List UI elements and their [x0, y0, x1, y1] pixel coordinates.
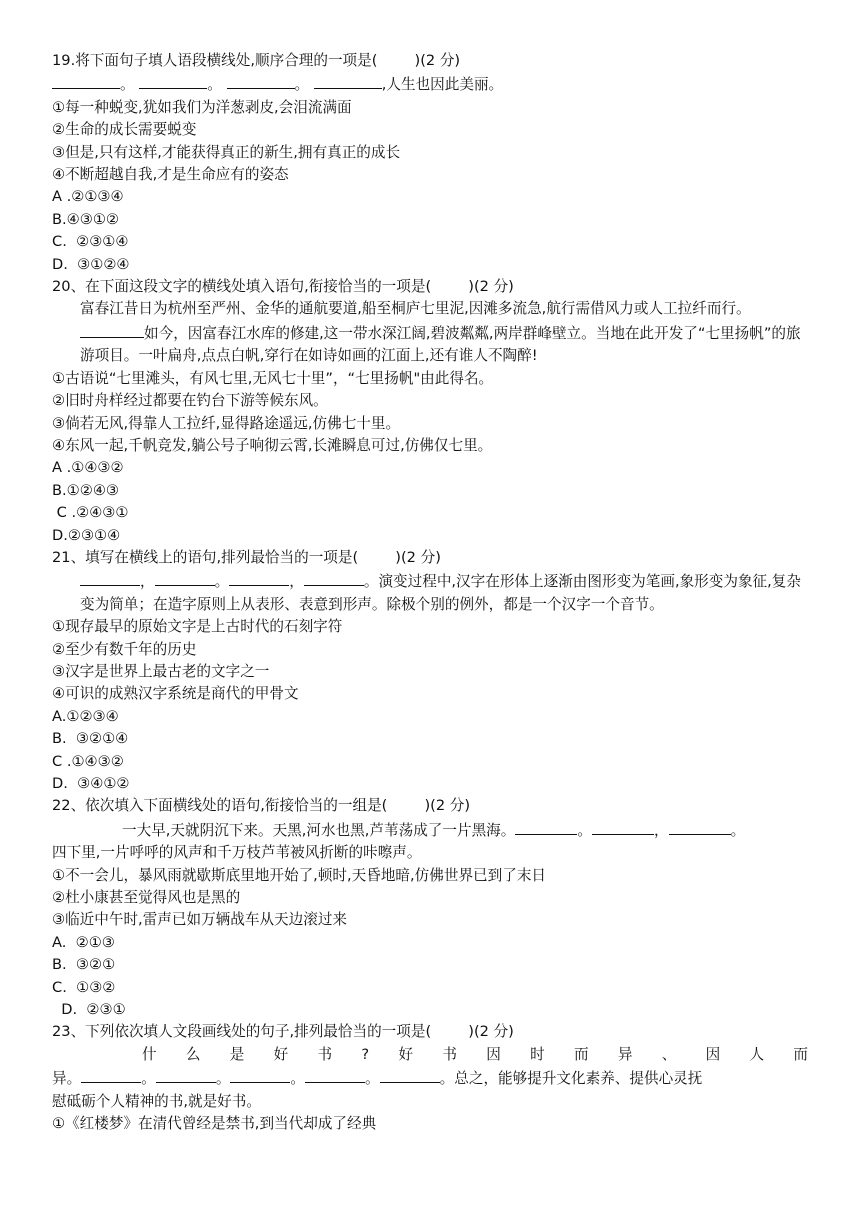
question-23-passage-line1: 什么是好书?好书因时而异、因人而 — [142, 1045, 812, 1063]
question-22-passage-end: 四下里,一片呼呼的风声和千万枝芦苇被风折断的咔嚓声。 — [52, 844, 422, 862]
list-item: ①《红楼梦》在清代曾经是禁书,到当代却成了经典 — [52, 1115, 377, 1133]
option-c[interactable]: C .②④③① — [52, 504, 129, 522]
question-23-title: 23、下列依次填人文段画线处的句子,排列最恰当的一项是( )(2 分) — [52, 1023, 514, 1041]
blank[interactable] — [314, 72, 382, 89]
blank[interactable] — [380, 1066, 440, 1083]
question-19-blanks: 。 。 。 ,人生也因此美丽。 — [52, 72, 812, 96]
option-a[interactable]: A. ②①③ — [52, 933, 115, 951]
option-c[interactable]: C. ①③② — [52, 978, 116, 996]
list-item: ②旧时舟样经过都要在钓台下游等候东风。 — [52, 392, 328, 410]
list-item: ②生命的成长需要蜕变 — [52, 121, 197, 139]
list-item: ②至少有数千年的历史 — [52, 640, 197, 658]
option-d[interactable]: D. ②③① — [52, 1001, 126, 1019]
blank[interactable] — [80, 569, 140, 586]
option-c[interactable]: C. ②③①④ — [52, 233, 129, 251]
question-20 — [52, 276, 812, 547]
blank[interactable] — [227, 72, 295, 89]
question-20-title: 20、在下面这段文字的横线处填入语句,衔接恰当的一项是( )(2 分) — [52, 278, 514, 296]
question-19 — [52, 50, 812, 276]
option-d[interactable]: D. ③④①② — [52, 775, 130, 792]
blank[interactable] — [229, 569, 289, 586]
list-item: ③倘若无风,得靠人工拉纤,显得路途遥远,仿佛七十里。 — [52, 414, 401, 432]
question-19-title: 19.将下面句子填人语段横线处,顺序合理的一项是( )(2 分) — [52, 52, 461, 69]
option-b[interactable]: B. ③②① — [52, 956, 116, 974]
blank[interactable] — [592, 818, 654, 835]
list-item: ④东风一起,千帆竞发,躺公号子响彻云霄,长滩瞬息可过,仿佛仅七里。 — [52, 436, 493, 454]
option-d[interactable]: D. ③①②④ — [52, 255, 130, 273]
question-21-passage: ， 。 ， 。演变过程中,汉字在形体上逐渐由图形变为笔画,象形变为象征,复杂变为简单；在造字原则上从表形、表意到形声。除极个别的例外，都是一个汉字一个音节。 — [52, 569, 812, 616]
blank[interactable] — [52, 72, 120, 89]
list-item: ③汉字是世界上最古老的文字之一 — [52, 662, 270, 680]
list-item: ④不断超越自我,才是生命应有的姿态 — [52, 166, 289, 184]
option-a[interactable]: A .①④③② — [52, 459, 124, 477]
option-c[interactable]: C .①④③② — [52, 752, 124, 770]
blank[interactable] — [139, 72, 207, 89]
list-item: ②杜小康甚至觉得风也是黑的 — [52, 889, 241, 907]
blank[interactable] — [304, 569, 364, 586]
question-23-passage-line3: 慰砥砺个人精神的书,就是好书。 — [52, 1092, 261, 1110]
question-21 — [52, 547, 812, 795]
blank[interactable] — [305, 1066, 365, 1083]
option-a[interactable]: A .②①③④ — [52, 188, 124, 206]
option-d[interactable]: D.②③①④ — [52, 526, 121, 544]
option-a[interactable]: A.①②③④ — [52, 707, 119, 725]
question-23-passage-line2: 异。 。 。 。 。 。总之，能够提升文化素养、提供心灵抚 — [52, 1066, 812, 1090]
question-23 — [52, 1021, 812, 1135]
option-b[interactable]: B. ③②①④ — [52, 730, 129, 748]
question-22-title: 22、依次填入下面横线处的语句,衔接恰当的一组是( )(2 分) — [52, 797, 471, 815]
question-20-passage: 富春江昔日为杭州至严州、金华的通航要道,船至桐庐七里泥,因滩多流急,航行需借风力或人工拉纤而行。如今，因富春江水库的修建,这一带水深江阔,碧波粼粼,两岸群峰壁立。当地在此开发了“七里扬帆”的旅游项目。一叶扁舟,点点白帆,穿行在如诗如画的江面上,还有谁人不陶醉! — [80, 300, 801, 365]
list-item: ①古语说“七里滩头，有风七里,无风七十里”，“七里扬帆"由此得名。 — [52, 369, 494, 387]
list-item: ③但是,只有这样,才能获得真正的新生,拥有真正的成长 — [52, 143, 401, 161]
blank[interactable] — [155, 569, 215, 586]
blank[interactable] — [80, 321, 144, 338]
question-21-title: 21、填写在横线上的语句,排列最恰当的一项是( )(2 分) — [52, 548, 441, 566]
list-item: ①每一种蜕变,犹如我们为洋葱剥皮,会泪流满面 — [52, 98, 352, 116]
blank[interactable] — [669, 818, 731, 835]
blank[interactable] — [81, 1066, 141, 1083]
question-22 — [52, 795, 812, 1021]
list-item: ①不一会儿，暴风雨就歇斯底里地开始了,顿时,天昏地暗,仿佛世界已到了末日 — [52, 866, 547, 884]
blank[interactable] — [515, 818, 577, 835]
list-item: ①现存最早的原始文字是上古时代的石刻字符 — [52, 618, 343, 636]
option-b[interactable]: B.④③①② — [52, 210, 119, 228]
list-item: ③临近中午时,雷声已如万辆战车从天边滚过来 — [52, 911, 348, 929]
list-item: ④可识的成熟汉字系统是商代的甲骨文 — [52, 685, 299, 703]
option-b[interactable]: B.①②④③ — [52, 481, 119, 499]
blank[interactable] — [230, 1066, 290, 1083]
question-22-passage: 一大早,天就阴沉下来。天黑,河水也黑,芦苇荡成了一片黑海。 。 ， 。 — [52, 818, 812, 842]
blank[interactable] — [156, 1066, 216, 1083]
